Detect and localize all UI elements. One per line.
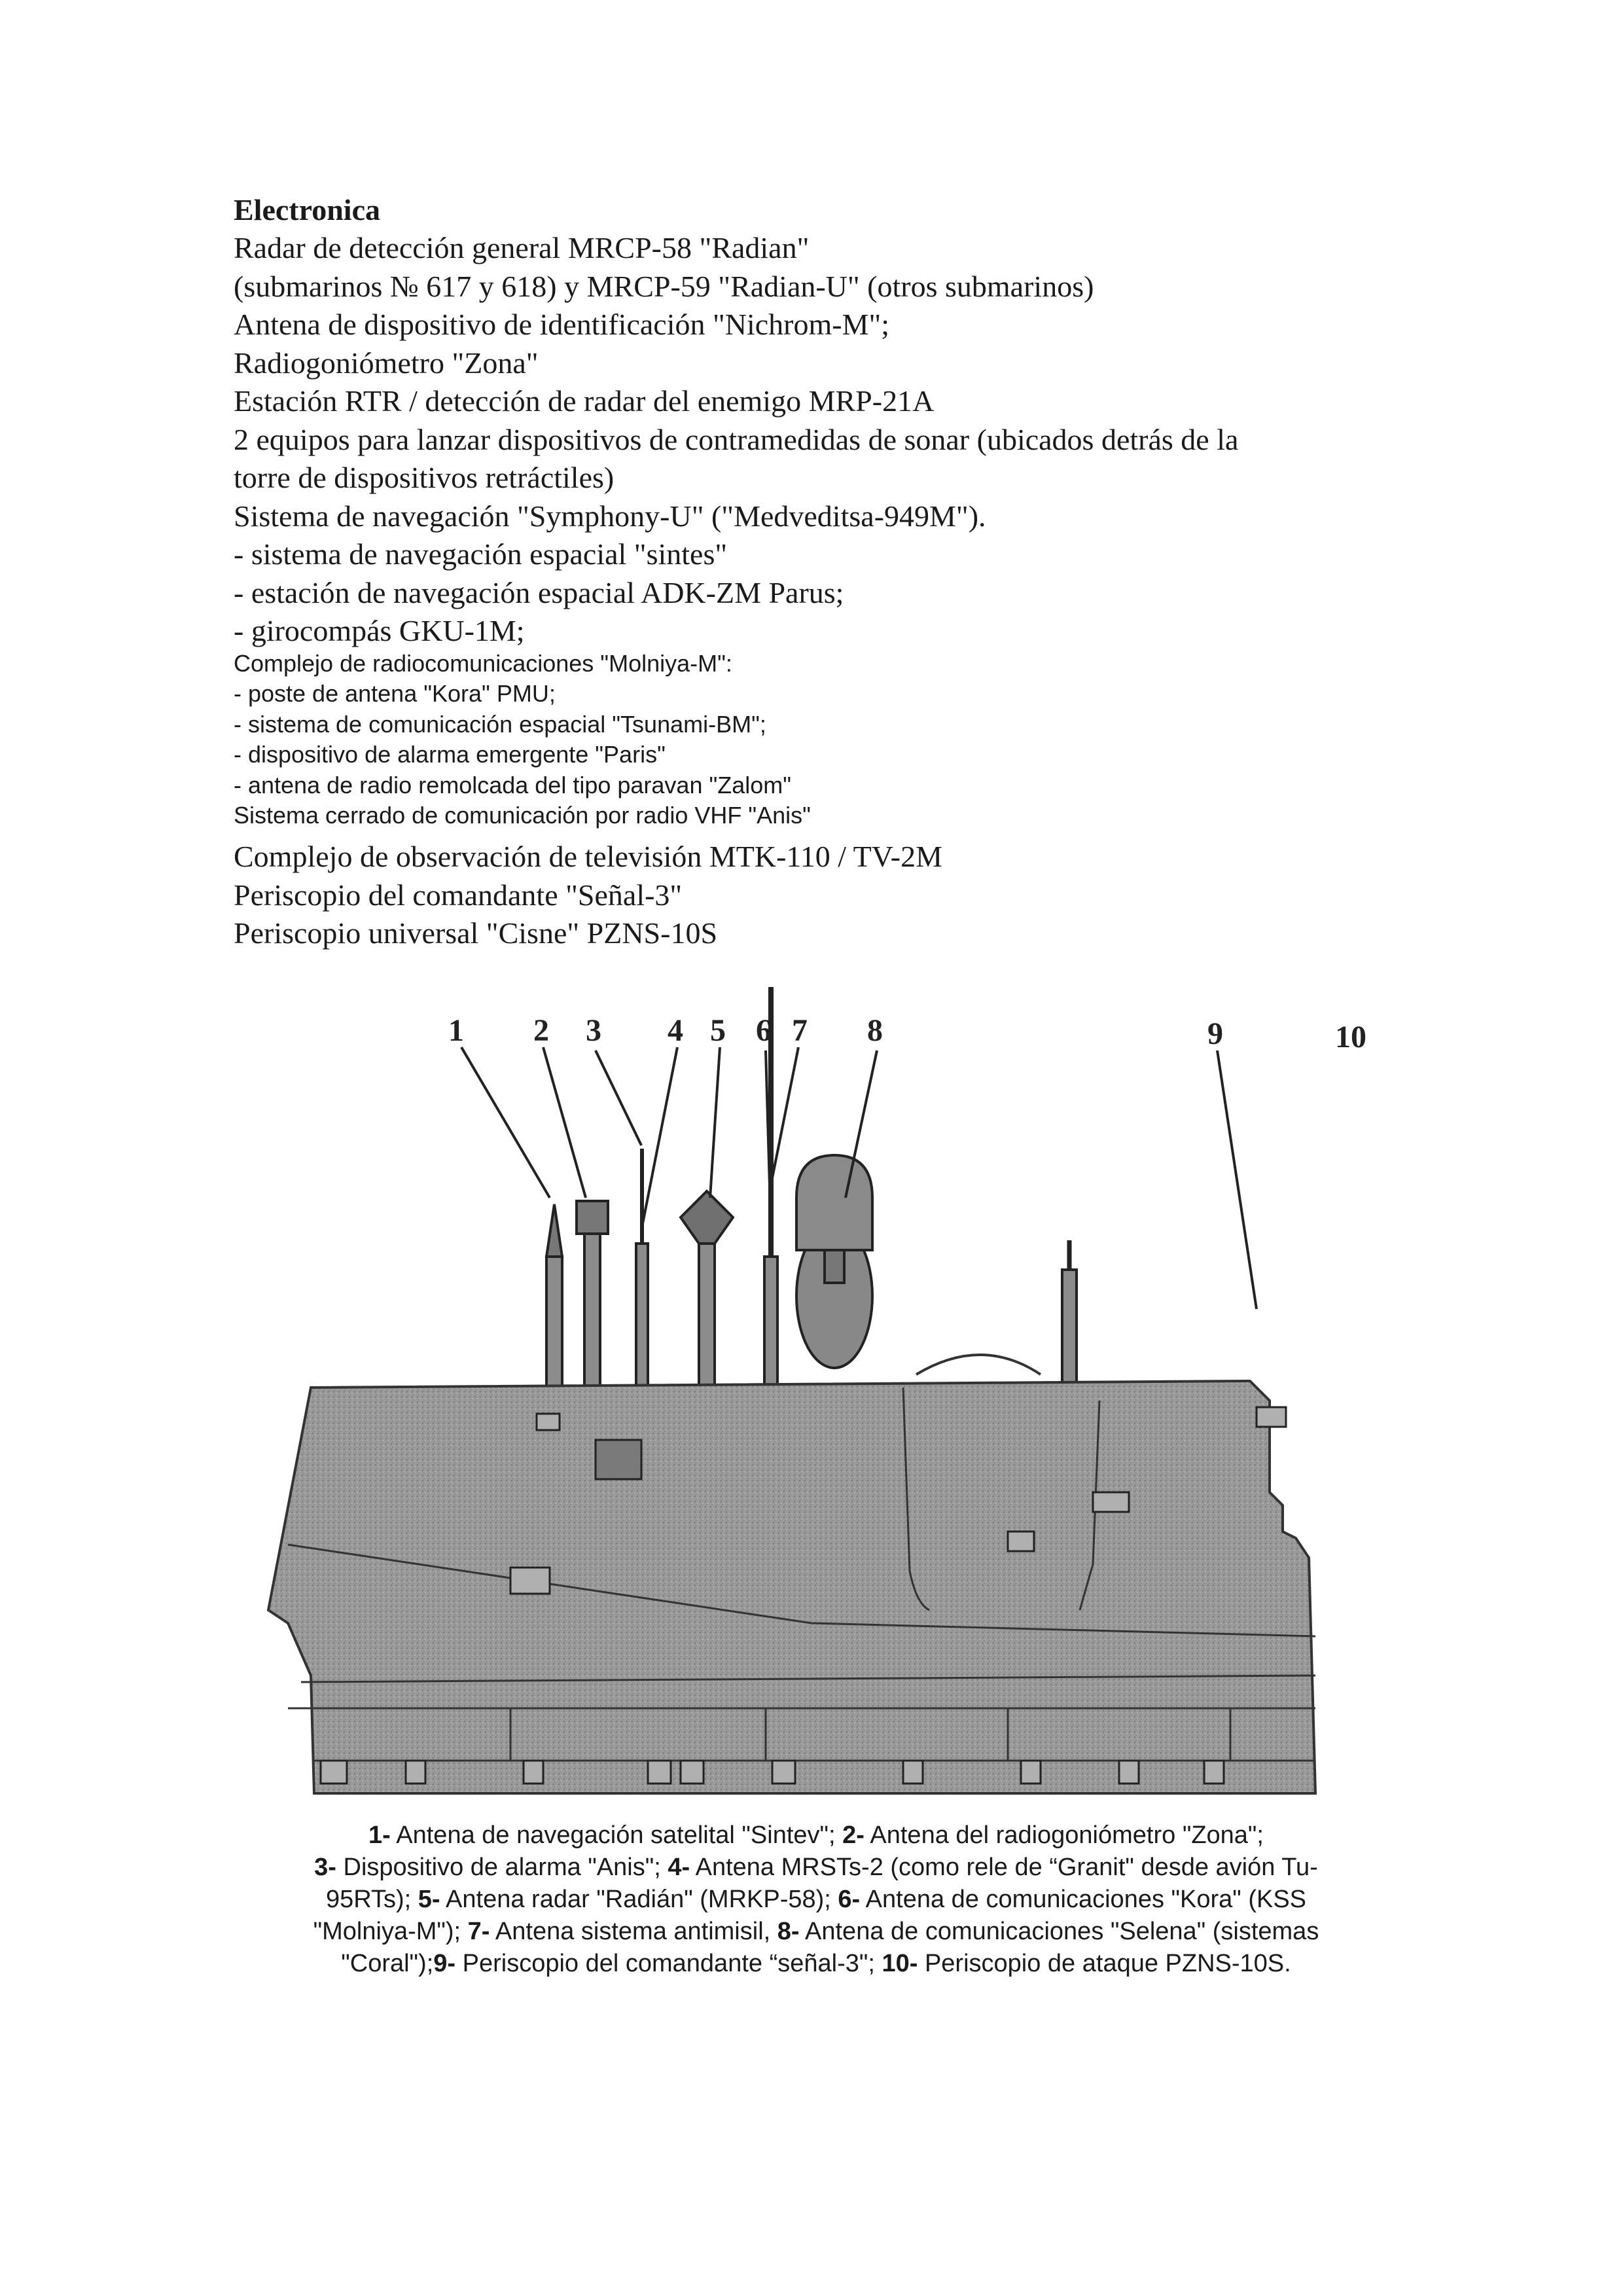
label-3: 3 bbox=[586, 1013, 601, 1048]
text-line: Periscopio del comandante "Señal-3" bbox=[234, 878, 683, 912]
text-line: - poste de antena "Kora" PMU; bbox=[234, 680, 556, 707]
caption-text: Antena de comunicaciones "Kora" (KSS bbox=[860, 1886, 1307, 1913]
caption-number: 1- bbox=[368, 1821, 391, 1849]
caption-line bbox=[234, 1948, 1399, 1980]
caption-line bbox=[234, 1884, 1399, 1916]
text-line: - dispositivo de alarma emergente "Paris" bbox=[234, 741, 666, 768]
text-line: Antena de dispositivo de identificación "Nichrom-M"; bbox=[234, 308, 890, 341]
radar-dome bbox=[796, 1155, 872, 1368]
text-line: Radiogoniómetro "Zona" bbox=[234, 346, 539, 380]
text-line: - sistema de comunicación espacial "Tsunami-BM"; bbox=[234, 711, 766, 738]
text-line: Complejo de radiocomunicaciones "Molniya-M": bbox=[234, 650, 732, 677]
text-line: 2 equipos para lanzar dispositivos de contramedidas de sonar (ubicados detrás de la bbox=[234, 423, 1239, 456]
label-2: 2 bbox=[533, 1013, 549, 1048]
text-line: - estación de navegación espacial ADK-ZM Parus; bbox=[234, 576, 844, 609]
text-line: - sistema de navegación espacial "sintes" bbox=[234, 537, 728, 571]
caption-text: Antena sistema antimisil, bbox=[490, 1918, 777, 1945]
caption-text: Dispositivo de alarma "Anis"; bbox=[336, 1854, 668, 1881]
figure-caption bbox=[234, 1820, 1399, 1980]
caption-number: 4- bbox=[668, 1854, 690, 1881]
caption-line bbox=[234, 1820, 1399, 1852]
label-6: 6 bbox=[756, 1013, 772, 1048]
figure-labels bbox=[448, 1013, 1366, 1054]
caption-text: Periscopio de ataque PZNS-10S. bbox=[918, 1950, 1291, 1977]
text-line: Complejo de observación de televisión MTK-110 / TV-2M bbox=[234, 840, 942, 873]
text-line: - girocompás GKU-1M; bbox=[234, 614, 525, 647]
document-heading: Electronica bbox=[234, 193, 380, 226]
text-line: Sistema de navegación "Symphony-U" ("Medveditsa-949M"). bbox=[234, 499, 986, 533]
label-10: 10 bbox=[1335, 1020, 1366, 1054]
caption-text: "Coral"); bbox=[341, 1950, 434, 1977]
caption-text: 95RTs); bbox=[325, 1886, 418, 1913]
text-line: torre de dispositivos retráctiles) bbox=[234, 461, 615, 494]
caption-text: Antena MRSTs-2 (como rele de “Granit" desde avión Tu- bbox=[690, 1854, 1318, 1881]
sail-body bbox=[268, 1381, 1315, 1793]
caption-text: Antena del radiogoniómetro "Zona"; bbox=[864, 1821, 1264, 1849]
label-8: 8 bbox=[867, 1013, 883, 1048]
label-7: 7 bbox=[792, 1013, 808, 1048]
caption-text: "Molniya-M"); bbox=[313, 1918, 468, 1945]
caption-number: 10- bbox=[882, 1950, 918, 1977]
caption-number: 9- bbox=[433, 1950, 456, 1977]
label-4: 4 bbox=[668, 1013, 683, 1048]
text-line: Sistema cerrado de comunicación por radio VHF "Anis" bbox=[234, 802, 811, 829]
label-1: 1 bbox=[448, 1013, 464, 1048]
caption-text: Antena de navegación satelital "Sintev"; bbox=[390, 1821, 843, 1849]
caption-number: 7- bbox=[467, 1918, 490, 1945]
text-line: Periscopio universal "Cisne" PZNS-10S bbox=[234, 916, 718, 950]
caption-number: 2- bbox=[842, 1821, 865, 1849]
text-line: - antena de radio remolcada del tipo paravan "Zalom" bbox=[234, 772, 792, 798]
text-line: (submarinos № 617 y 618) y MRCP-59 "Radian-U" (otros submarinos) bbox=[234, 270, 1094, 303]
submarine-sail-drawing bbox=[249, 982, 1374, 1820]
caption-number: 5- bbox=[418, 1886, 440, 1913]
caption-line bbox=[234, 1916, 1399, 1948]
caption-number: 3- bbox=[314, 1854, 336, 1881]
text-line: Estación RTR / detección de radar del enemigo MRP-21A bbox=[234, 384, 935, 418]
caption-number: 8- bbox=[777, 1918, 800, 1945]
caption-text: Antena de comunicaciones "Selena" (sistemas bbox=[799, 1918, 1319, 1945]
caption-text: Periscopio del comandante “señal-3"; bbox=[455, 1950, 882, 1977]
caption-line bbox=[234, 1852, 1399, 1884]
caption-text: Antena radar "Radián" (MRKP-58); bbox=[440, 1886, 838, 1913]
text-line: Radar de detección general MRCP-58 "Radian" bbox=[234, 231, 810, 264]
caption-number: 6- bbox=[838, 1886, 861, 1913]
label-5: 5 bbox=[710, 1013, 726, 1048]
label-9: 9 bbox=[1207, 1016, 1223, 1051]
